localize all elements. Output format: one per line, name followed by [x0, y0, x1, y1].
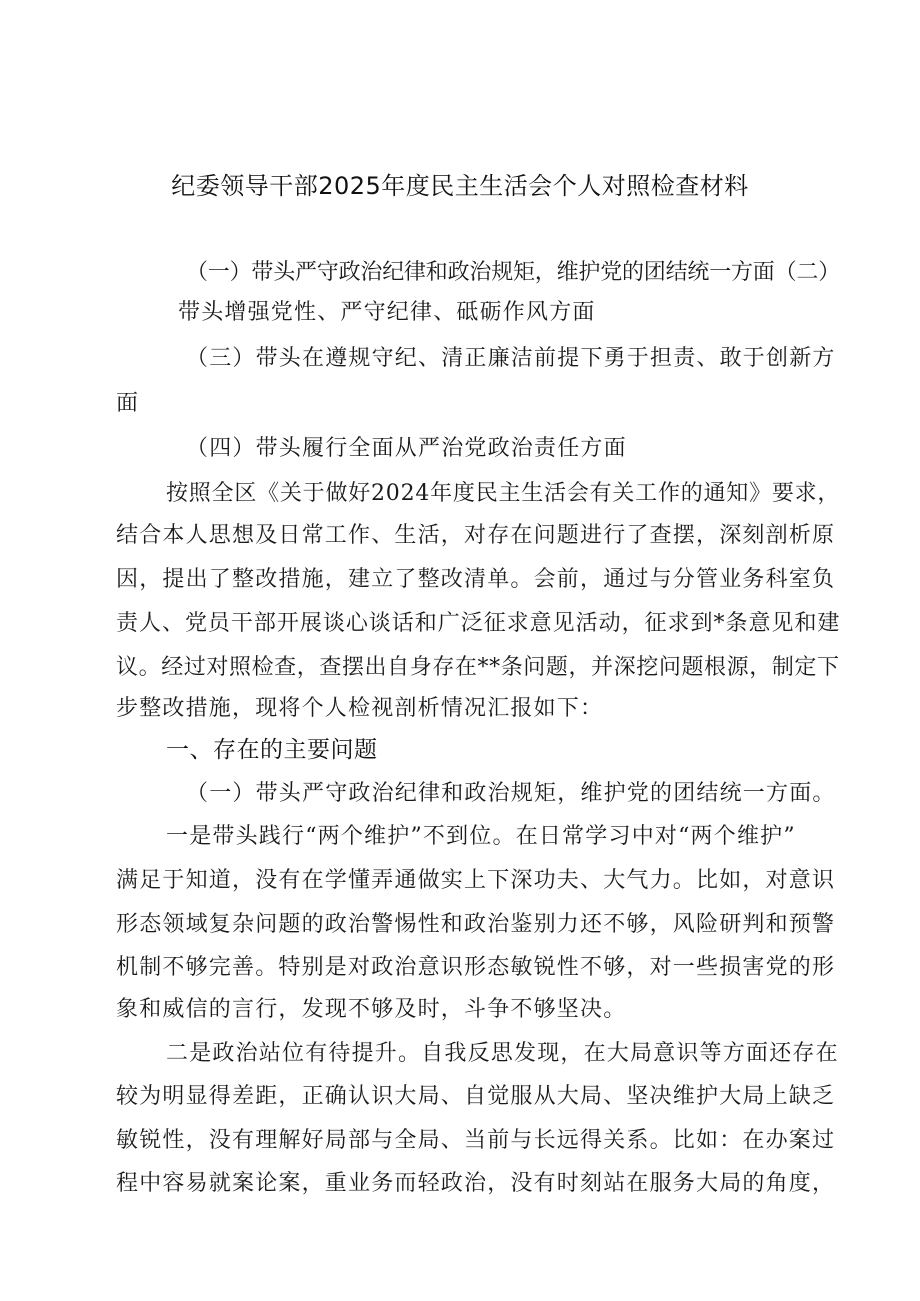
paragraph-line: 形态领域复杂问题的政治警惕性和政治鉴别力还不够，风险研判和预警	[116, 912, 836, 937]
paragraph-line: 机制不够完善。特别是对政治意识形态敏锐性不够，对一些损害党的形	[116, 955, 836, 980]
intro-line: 步整改措施，现将个人检视剖析情况汇报如下：	[116, 696, 604, 721]
paragraph-line: 二是政治站位有待提升。自我反思发现，在大局意识等方面还存在	[166, 1041, 839, 1066]
paragraph-line: 敏锐性，没有理解好局部与全局、当前与长远得关系。比如：在办案过	[116, 1128, 836, 1153]
outline-item-2: 带头增强党性、严守纪律、砥砺作风方面	[178, 300, 596, 325]
paragraph-line: 一是带头践行“两个维护”不到位。在日常学习中对“两个维护”	[166, 824, 796, 849]
paragraph-line: 象和威信的言行，发现不够及时，斗争不够坚决。	[116, 997, 627, 1022]
paragraph-line: 较为明显得差距，正确认识大局、自觉服从大局、坚决维护大局上缺乏	[116, 1084, 836, 1109]
intro-line: 责人、党员干部开展谈心谈话和广泛征求意见活动，征求到*条意见和建	[116, 611, 841, 636]
document-title: 纪委领导干部2025年度民主生活会个人对照检查材料	[171, 172, 749, 200]
paragraph-line: 程中容易就案论案，重业务而轻政治，没有时刻站在服务大局的角度，	[116, 1171, 836, 1196]
outline-item-3: （三）带头在遵规守纪、清正廉洁前提下勇于担责、敢于创新方	[186, 346, 836, 371]
intro-line: 按照全区《关于做好2024年度民主生活会有关工作的通知》要求，	[166, 481, 841, 506]
section-heading: 一、存在的主要问题	[166, 737, 378, 763]
paragraph-line: 满足于知道，没有在学懂弄通做实上下深功夫、大气力。比如，对意识	[116, 868, 836, 893]
intro-line: 因，提出了整改措施，建立了整改清单。会前，通过与分管业务科室负	[116, 567, 836, 592]
outline-item-1: （一）带头严守政治纪律和政治规矩，维护党的团结统一方面（二）	[186, 260, 841, 285]
intro-line: 结合本人思想及日常工作、生活，对存在问题进行了查摆，深刻剖析原	[116, 523, 836, 548]
subsection-heading: （一）带头严守政治纪律和政治规矩，维护党的团结统一方面。	[186, 781, 836, 806]
intro-line: 议。经过对照检查，查摆出自身存在**条问题，并深挖问题根源，制定下	[116, 655, 840, 680]
outline-item-4: （四）带头履行全面从严治党政治责任方面	[186, 436, 627, 461]
outline-item-3-cont: 面	[116, 391, 140, 416]
